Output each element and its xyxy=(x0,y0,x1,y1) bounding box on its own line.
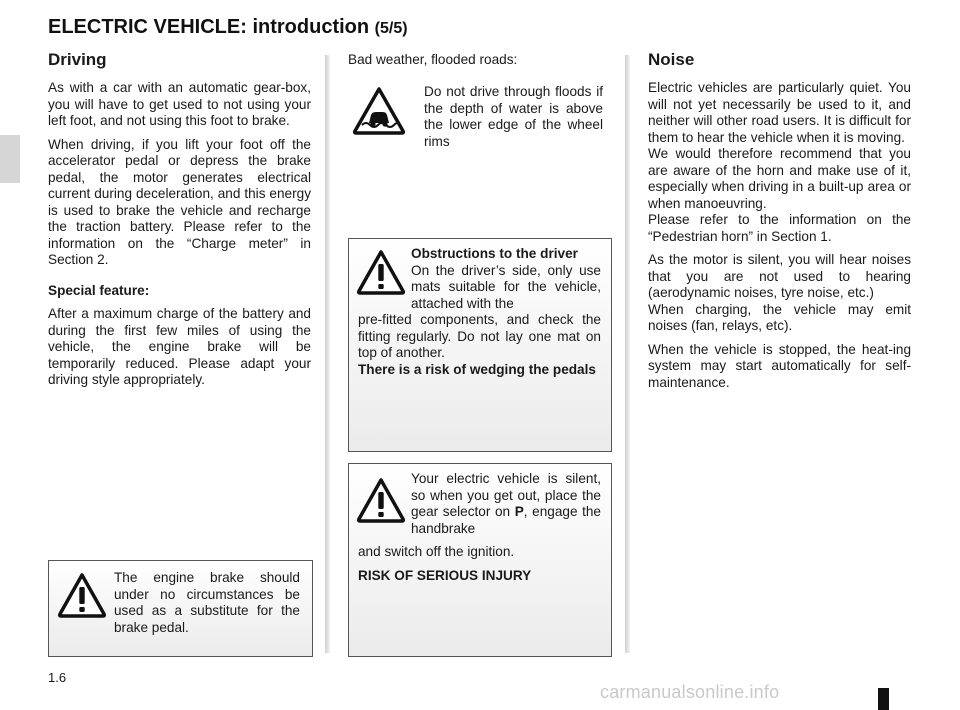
column-divider-right xyxy=(625,55,630,653)
page-title xyxy=(48,16,408,39)
warning-triangle-icon xyxy=(356,249,406,295)
weather-intro: Bad weather, flooded roads: xyxy=(348,52,518,67)
obstructions-warning-box xyxy=(348,238,612,452)
driving-paragraph: After a maximum charge of the battery and during the first few miles of using the vehicle, the engine brake will be temporarily reduced. Please adapt your driving style appropriately. xyxy=(48,306,311,387)
warning-triangle-icon xyxy=(57,572,107,618)
flood-note: Do not drive through floods if the depth of water is above the lower edge of the wheel rims xyxy=(424,84,603,149)
noise-paragraph: When the vehicle is stopped, the heat-ing system may start automatically for self-maintenance. xyxy=(648,341,911,390)
section-tab xyxy=(0,135,20,183)
obstructions-title: Obstructions to the driver xyxy=(411,246,578,261)
obstructions-warning: There is a risk of wedging the pedals xyxy=(358,361,596,377)
noise-paragraph: As the motor is silent, you will hear noises that you are not used to hearing (aerodynamic noises, tyre noise, etc.) xyxy=(648,252,911,300)
driving-paragraph: When driving, if you lift your foot off the accelerator pedal or depress the brake pedal, the motor generates electrical current during deceleration, and this energy is used to brake the vehicle and recharge the traction battery. Please refer to the information on the “Charge meter” in Section 2. xyxy=(48,136,311,267)
driving-paragraph: As with a car with an automatic gear-box, you will have to get used to not using your left foot, and not using this foot to brake. xyxy=(48,80,311,128)
noise-paragraph: When charging, the vehicle may emit noises (fan, relays, etc). xyxy=(648,301,911,333)
noise-heading: Noise xyxy=(648,50,695,69)
serious-injury-warning: RISK OF SERIOUS INJURY xyxy=(358,567,532,583)
column-divider-left xyxy=(325,55,330,653)
page-title-text: ELECTRIC VEHICLE: introduction xyxy=(48,16,370,38)
silent-text: and switch off the ignition. xyxy=(358,544,515,559)
watermark-text: carmanualsonline.info xyxy=(600,682,780,702)
silent-text: , engage the handbrake xyxy=(411,504,601,536)
page-corner-marker xyxy=(878,688,889,710)
page-ref: (5/5) xyxy=(374,20,408,37)
obstructions-text: pre-fitted components, and check the fitting regularly. Do not lay one mat on top of another. xyxy=(358,312,601,360)
obstructions-text: On the driver’s side, only use mats suitable for the vehicle, attached with the xyxy=(411,262,601,311)
noise-paragraph: We would therefore recommend that you are aware of the horn and make use of it, especially when driving in a built-up area or when manoeuvring. xyxy=(648,146,911,211)
page-number: 1.6 xyxy=(48,670,67,685)
engine-brake-warning-box xyxy=(48,560,313,657)
noise-section xyxy=(648,50,911,398)
noise-paragraph: Electric vehicles are particularly quiet. You will not yet necessarily be used to it, and neither will other road users. It is difficult for them to hear the vehicle when it is moving. xyxy=(648,80,911,145)
noise-paragraph: Please refer to the information on the “Pedestrian horn” in Section 1. xyxy=(648,212,911,244)
flood-warning-icon xyxy=(352,85,407,137)
special-feature-label: Special feature: xyxy=(48,282,150,298)
engine-brake-text: The engine brake should under no circumstances be used as a substitute for the brake pedal. xyxy=(114,570,300,635)
silent-vehicle-warning-box xyxy=(348,463,612,657)
warning-triangle-icon xyxy=(356,477,406,523)
silent-text: Your electric vehicle is silent, so when you get out, place the gear selector on xyxy=(411,471,601,519)
driving-section xyxy=(48,50,311,396)
driving-heading: Driving xyxy=(48,50,107,69)
gear-selector-p: P xyxy=(514,504,524,519)
